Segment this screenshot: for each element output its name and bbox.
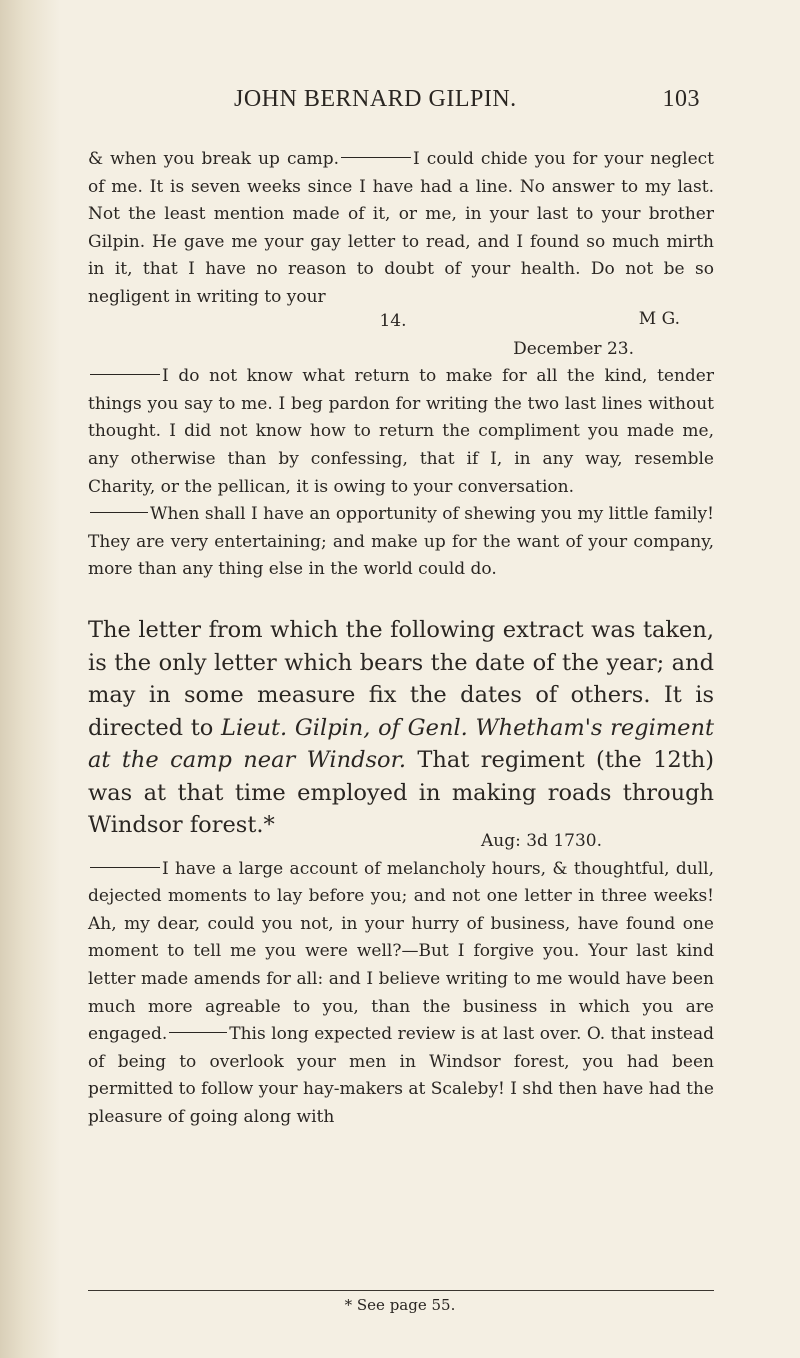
editorial-intro (88, 614, 714, 842)
letter3-text-a: I have a large account of melancholy hours, & thoughtful, dull, dejected moments to lay before you; and not one letter in three weeks! Ah, my dear, could you not, in your hurry of business, have found one moment to tell me you were well?—But I forgive you. Your last kind letter made amends for all: and I believe writing to me would have been much more agreable to you, than the business in which you are engaged. (88, 858, 714, 1045)
intro-text-b: That regiment (the 12th) was at that time employed in making roads through Windsor forest.* (88, 747, 715, 838)
em-rule (341, 157, 411, 158)
intro-address: Lieut. Gilpin, of Genl. Whetham's regiment at the camp near Windsor. (88, 714, 714, 773)
letter-date: December 23. (513, 338, 634, 359)
em-rule (90, 867, 160, 868)
letter2-paragraph-2: When shall I have an opportunity of shewing you my little family! They are very entertaining; and make up for the want of your company, more than any thing else in the world could do. (88, 504, 714, 580)
letter-number: 14. (379, 311, 407, 331)
letter-13-continuation (88, 146, 714, 333)
em-rule (90, 374, 160, 375)
letter2-paragraph-1: I do not know what return to make for all the kind, tender things you say to me. I beg pardon for writing the two last lines without thought. I did not know how to return the compliment you made me, any otherwise than by confessing, that if I, in any way, resemble Charity, or the pellican, it is owing to your conversation. (88, 366, 714, 497)
running-header (140, 86, 700, 113)
intro-text-a: The letter from which the following extract was taken, is the only letter which bears the date of the year; and may in some measure fix the dates of others. It is directed to (88, 617, 714, 741)
page-number: 103 (662, 86, 700, 112)
em-rule (90, 512, 148, 513)
letter-aug-1730 (88, 828, 714, 1132)
letter3-text-b: This long expected review is at last over. O. that instead of being to overlook your men in Windsor forest, you had been permitted to follow your hay-makers at Scaleby! I shd then have had the pleasure of going along with (88, 1024, 714, 1127)
signature: M G. (638, 308, 680, 329)
em-rule (169, 1032, 227, 1033)
footnote-rule (88, 1290, 714, 1291)
footnote: * See page 55. (344, 1296, 456, 1314)
letter1-text-end: I could chide you for your neglect of me. It is seven weeks since I have had a line. No answer to my last. Not the least mention made of it, or me, in your last to your brother Gilpin. He gave me your gay letter to read, and I found so much mirth in it, that I have no reason to doubt of your health. Do not be so negligent in writing to your (88, 149, 714, 307)
letter1-text-start: & when you break up camp. (88, 149, 340, 169)
letter-date: Aug: 3d 1730. (480, 831, 602, 851)
letter-14 (88, 308, 714, 584)
running-title: JOHN BERNARD GILPIN. (234, 86, 517, 112)
